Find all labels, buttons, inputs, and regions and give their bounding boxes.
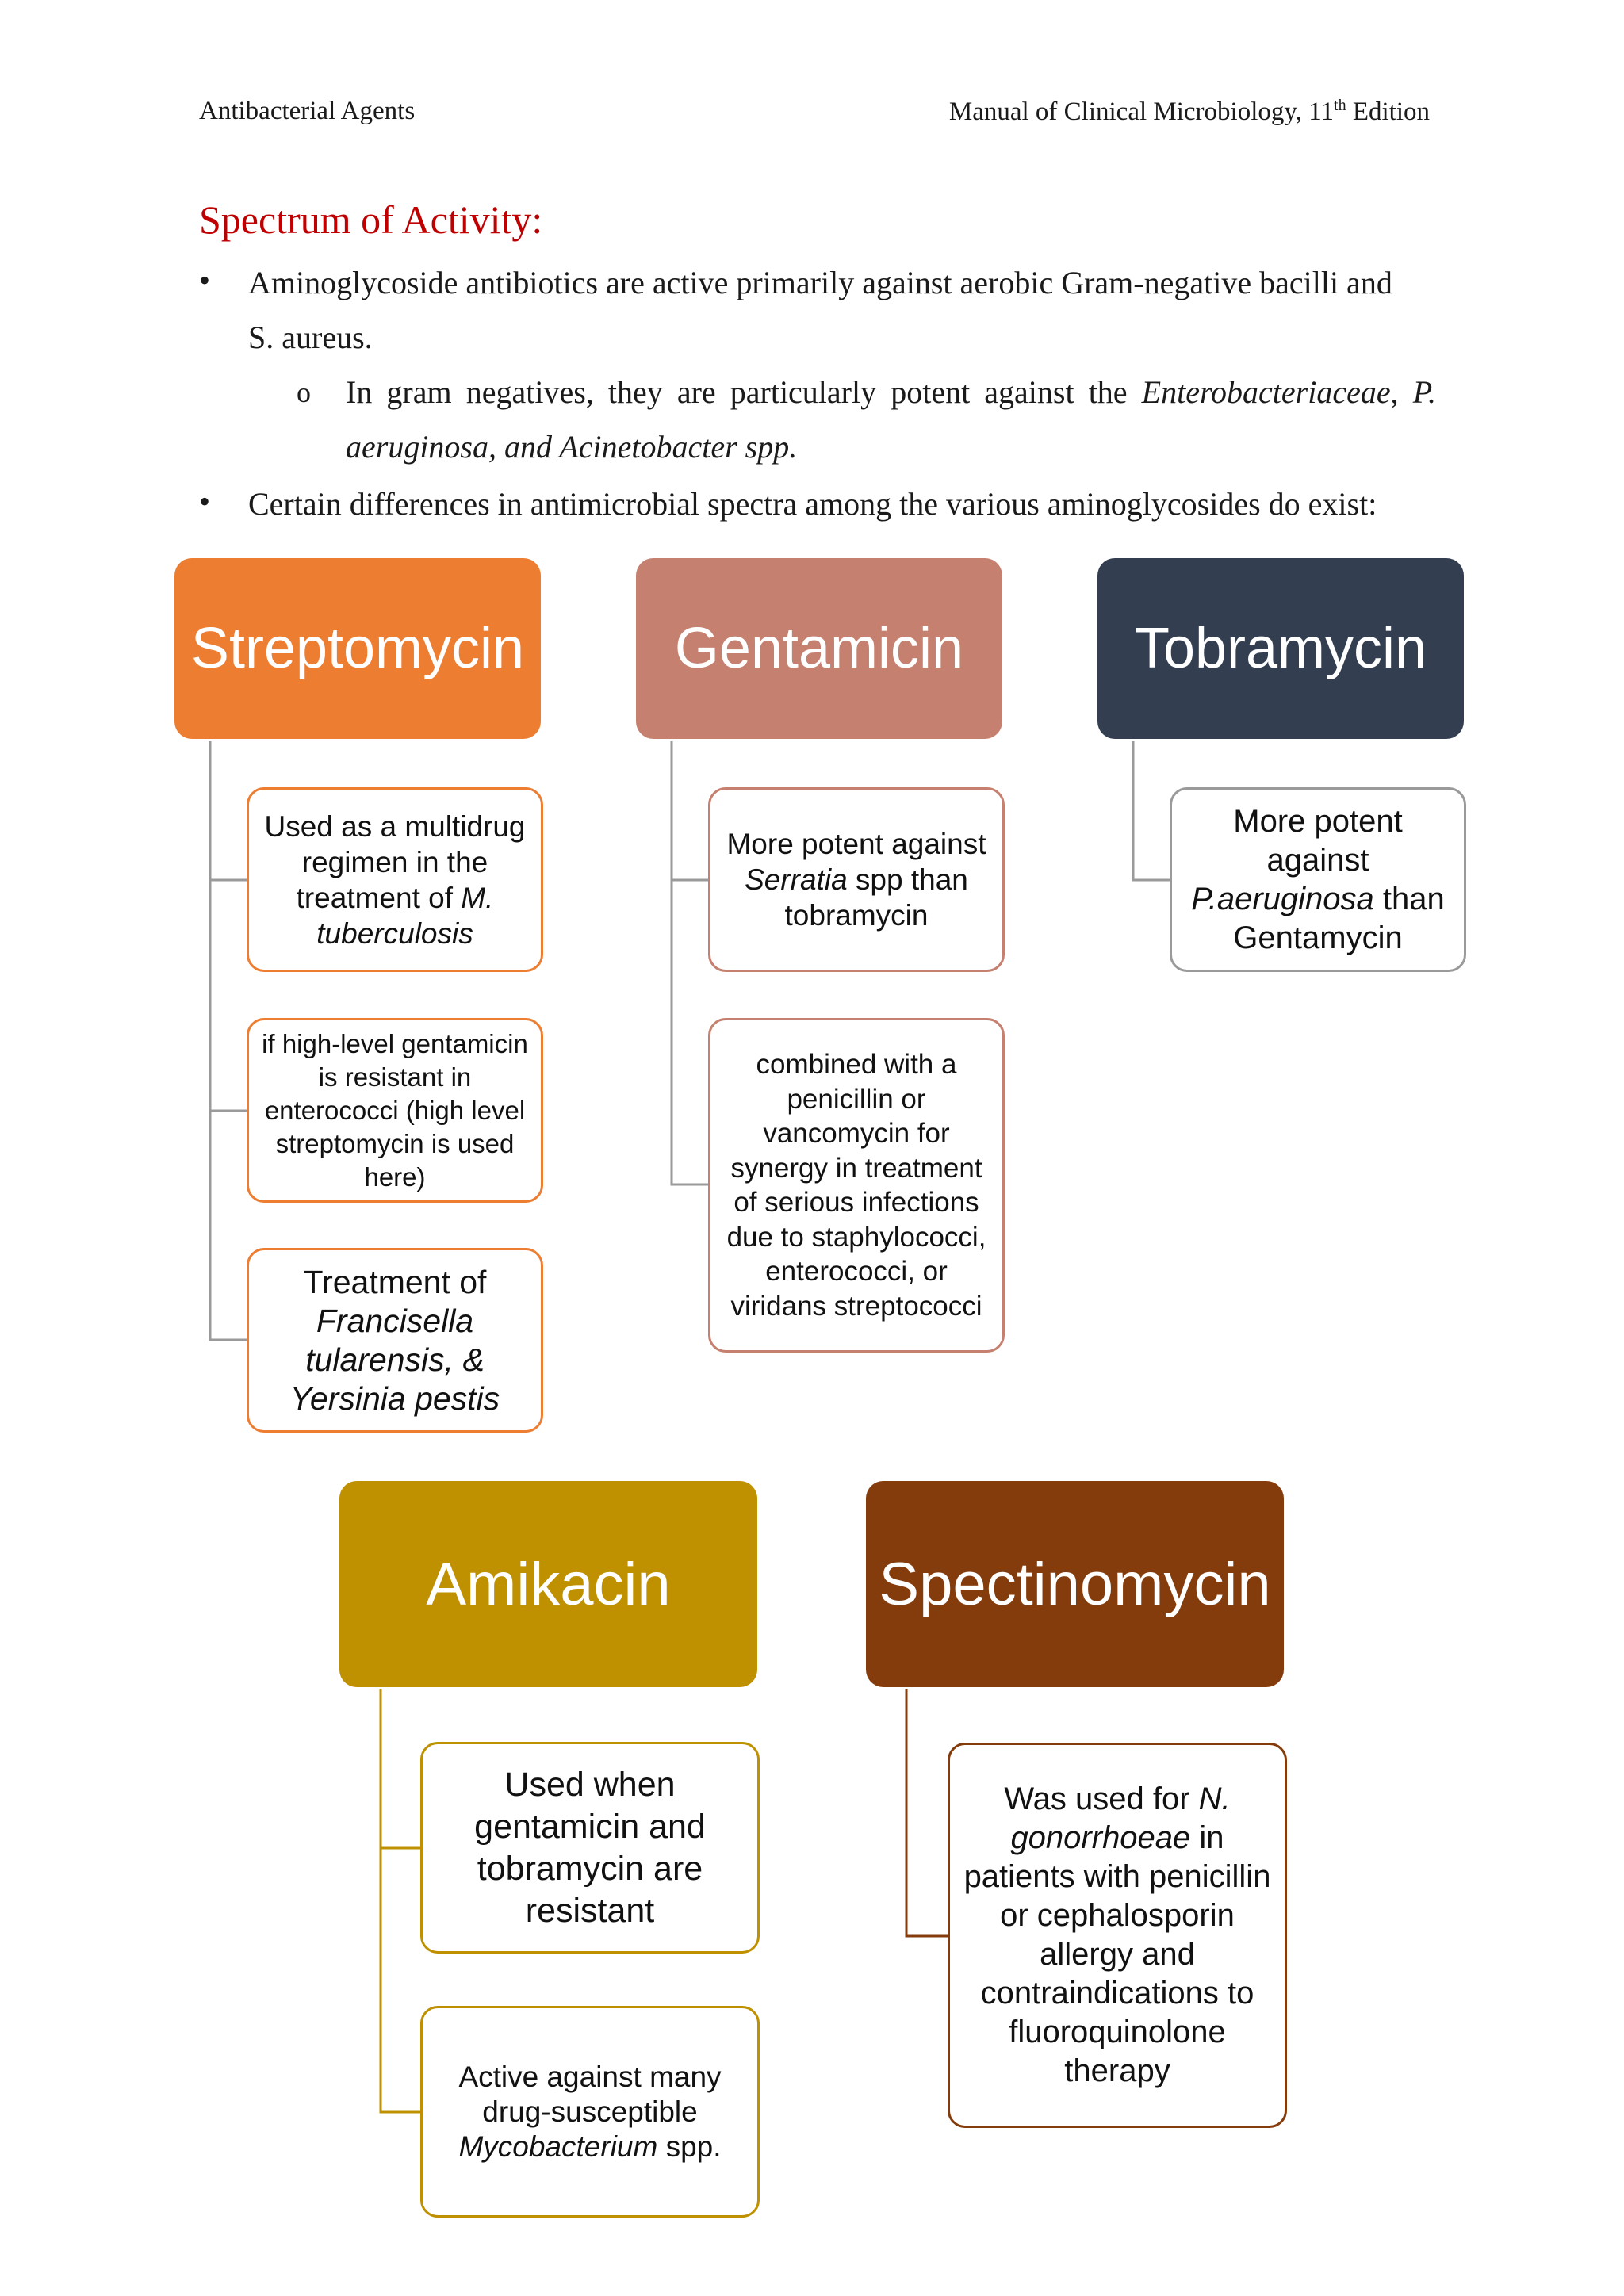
header-citation: Manual of Clinical Microbiology, 11	[948, 98, 1335, 126]
connector-tobramycin	[1133, 741, 1170, 880]
streptomycin-card-3	[247, 1248, 543, 1433]
connector-streptomycin	[210, 741, 247, 1340]
sub-bullet-text: In gram negatives, they are particularly potent against the	[346, 374, 1142, 410]
bullet-2: Certain differences in antimicrobial spectra among the various aminoglycosides do exist:	[248, 486, 1377, 522]
amikacin-card-1: Used when gentamicin and tobramycin are resistant	[420, 1742, 760, 1954]
running-header-left: Antibacterial Agents	[199, 97, 416, 125]
sub-bullet-em-1: Enterobacteriaceae	[1141, 374, 1391, 410]
bullet-1-line-1: Aminoglycoside antibiotics are active primarily against aerobic Gram-negative bacilli and	[248, 265, 1392, 300]
amikacin-card-2-plain: Active against many drug-susceptible	[458, 2060, 722, 2128]
spectinomycin-card-1-plain: Was used for	[1004, 1781, 1199, 1816]
tobramycin-card-1-plain: More potent against	[1233, 803, 1403, 878]
tobramycin-card-1-tail: than Gentamycin	[1233, 881, 1445, 955]
gentamicin-card-2: combined with a penicillin or vancomycin for synergy in treatment of serious infections due to staphylococci, enterococci, or viridans streptococci	[708, 1018, 1005, 1353]
bullet-marker: •	[199, 484, 211, 519]
gentamicin-card-1-text	[718, 826, 994, 933]
gentamicin-card-1-em: Serratia	[745, 863, 848, 896]
spectinomycin-card-1-em: N. gonorrhoeae	[1010, 1781, 1231, 1855]
section-title: Spectrum of Activity:	[199, 197, 543, 242]
header-edition: Edition	[1346, 98, 1430, 126]
tobramycin-header: Tobramycin	[1097, 558, 1464, 739]
streptomycin-card-1-em: M. tuberculosis	[316, 881, 494, 950]
spectinomycin-card-1-text	[961, 1780, 1274, 2091]
tobramycin-card-1	[1170, 787, 1466, 972]
amikacin-card-2-text	[442, 2060, 738, 2164]
spectinomycin-card-1-tail: in patients with penicillin or cephalosporin allergy and contraindications to fluoroquinolone therapy	[963, 1820, 1271, 2088]
header-superscript: th	[1334, 97, 1346, 114]
connector-amikacin	[381, 1689, 420, 2112]
streptomycin-card-3-plain: Treatment of	[303, 1263, 487, 1300]
gentamicin-card-1-plain: More potent against	[726, 828, 986, 860]
connector-gentamicin	[672, 741, 708, 1184]
amikacin-header: Amikacin	[339, 1481, 757, 1687]
spectinomycin-header: Spectinomycin	[866, 1481, 1284, 1687]
amikacin-card-2-em: Mycobacterium	[458, 2130, 658, 2163]
streptomycin-card-2: if high-level gentamicin is resistant in enterococci (high level streptomycin is used here)	[247, 1018, 543, 1203]
sub-bullet-marker: o	[297, 377, 311, 408]
streptomycin-card-3-em: Francisella tularensis, & Yersinia pestis	[289, 1302, 500, 1417]
bullet-marker: •	[199, 262, 211, 298]
streptomycin-card-3-text	[257, 1263, 533, 1418]
gentamicin-header: Gentamicin	[636, 558, 1002, 739]
tobramycin-card-1-text	[1180, 802, 1456, 958]
streptomycin-card-1-plain: Used as a multidrug regimen in the treatment of	[264, 809, 526, 914]
gentamicin-card-1-tail: spp than tobramycin	[784, 863, 968, 932]
amikacin-card-2	[420, 2006, 760, 2218]
spectinomycin-card-1	[948, 1743, 1287, 2128]
amikacin-card-2-tail: spp.	[657, 2130, 722, 2163]
sub-bullet-em-3: aeruginosa, and Acinetobacter spp.	[346, 429, 798, 465]
gentamicin-card-1	[708, 787, 1005, 972]
bullet-1-line-2: S. aureus.	[248, 320, 373, 355]
sub-bullet-em-2: P.	[1412, 374, 1437, 410]
connector-spectinomycin	[906, 1689, 948, 1936]
streptomycin-card-1-text	[257, 809, 533, 951]
sub-bullet-sep: ,	[1390, 374, 1413, 410]
streptomycin-card-1	[247, 787, 543, 972]
streptomycin-header: Streptomycin	[174, 558, 541, 739]
tobramycin-card-1-em: P.aeruginosa	[1191, 881, 1374, 916]
